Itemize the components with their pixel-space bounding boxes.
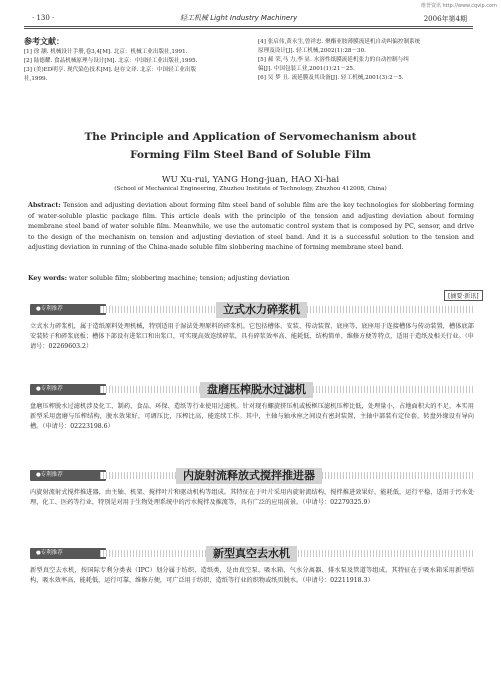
paper-title-line-2: Forming Film Steel Band of Soluble Film (130, 149, 371, 161)
header-rule (24, 28, 473, 29)
section-header (30, 546, 474, 562)
affiliation: (School of Mechanical Engineering, Zhuzhou Institute of Technology, Zhuzhou 412008, China) (114, 186, 387, 192)
keywords-text: water soluble film; slobbering machine; tension; adjusting deviation (69, 274, 290, 282)
section-header (30, 302, 474, 318)
section-header (30, 468, 474, 484)
references-left (24, 48, 249, 84)
keywords (28, 274, 474, 282)
section-body: 新型真空去水机，按国际专利分类表（IPC）划分属于纺织、造纸类，是由真空泵、吸水箱、气水分离器、排水泵及管道等组成。其特征在于吸水箱采用新型结构，吸水效率高，能耗低，运行可靠，维修方便，可广泛用于纺织、造纸等行业的织物或纸页脱水。（申请号：02211918.3） (30, 567, 474, 585)
section-header (30, 382, 474, 398)
reference-item: 偏[J]. 中国包装工业,2001(1):21－25. (258, 66, 355, 72)
issue-label: 2006年第4期 (423, 15, 467, 23)
references-heading: 参考文献： (24, 37, 64, 46)
section-body: 盘磨压榨脱水过滤机涉及化工、制药、食品、环保、造纸等行业使用过滤机。针对现有螺旋挤压机或板框压滤机压榨比低，处理量小，占地面积大的不足，本实用新型采用盘磨与压榨结构，脱水效果好，可调压比，压榨比高，能连续工作。其中，主轴与轴承座之间设有密封装置，主轴中部装有定位套，转盘外缘设有导向槽。（申请号：02223198.6） (30, 403, 474, 431)
section-body: 内旋射流射式搅拌推进器，由主轴、机架、搅拌叶片和驱动机构等组成。其特征在于叶片采用内旋射流结构，搅拌推进效果好，能耗低，运行平稳，适用于污水处理、化工、医药等行业，特别是对用于生物处理系统中的污水搅拌及推流等，具有广泛的应用前景。（申请号：02279325.9） (30, 489, 474, 507)
section-title: 盘磨压榨脱水过滤机 (200, 382, 313, 398)
section-tag: ●专利推荐 (30, 384, 106, 395)
reference-item: 社,1999. (24, 76, 48, 82)
reference-item: 原理及设计[J]. 轻工机械,2002(1):28－30. (258, 48, 366, 54)
reference-item: [6] 吴 梦 丑. 流延膜及其设备[J]. 轻工机械,2001(3):2－5. (258, 75, 404, 81)
references-right (258, 38, 478, 83)
section-tag: ●专利推荐 (30, 470, 106, 481)
section-body: 立式水力碎浆机，属于造纸原料处理机械，特别适用于湿法处理原料的碎浆机。它包括槽体、安装、传动装置、底座等，底座用于连接槽体与传动装置，槽体底部安装转子和碎浆底板；槽体下部设有进浆口和出浆口，可实现高效连续碎浆，具有碎浆效率高、能耗低、结构简单、维修方便等特点，适用于造纸及相关行业。（申请号：02269603.2） (30, 323, 474, 351)
watermark: 维普资讯 http://www.cqvip.com (420, 3, 497, 9)
reference-item: [4] 张启伟,黄永生,曾祥忠. 聚酯亚胺薄膜流延机自动纠偏控制系统 (258, 39, 421, 45)
section-title: 新型真空去水机 (206, 546, 297, 562)
authors: WU Xu-rui, YANG Hong-juan, HAO Xi-hai (161, 175, 340, 185)
section-title: 内旋射流释放式搅拌推进器 (176, 468, 322, 484)
section-tag: ●专利推荐 (30, 304, 106, 315)
page-number: · 130 · (32, 14, 55, 22)
section-title: 立式水力碎浆机 (216, 302, 307, 318)
column-tag: [摘要·新讯] (444, 290, 483, 301)
paper-title-line-1: The Principle and Application of Servomechanism about (84, 131, 417, 143)
reference-item: [5] 郝 荣,马 力,李 显. 水溶性纸膜流延机张力的自动控制与纠 (258, 57, 409, 63)
running-header (24, 12, 473, 27)
reference-item: [2] 陆德耀. 食品机械原理与设计[M]. 北京：中国轻工业出版社,1995. (24, 58, 198, 64)
reference-item: [1] 徐 灏. 机械设计手册,卷3,4[M]. 北京：机械工业出版社,1991. (24, 49, 188, 55)
abstract (28, 200, 474, 253)
abstract-text: Tension and adjusting deviation about forming film steel band of soluble film are the key technologies for slobbering forming of water-soluble plastic package film. This article deals with the principle of the tension and adjusting deviation about forming membrane steel band of water soluble film. Meanwhile, we use the automatic control system that is composed by PC, sensor, and drive to the design of the mechanism on tension and adjusting deviation of steel band. And it is a successful solution to the tension and adjusting deviation in running of the China-made soluble film slobbering machine of forming membrane steel band. (28, 201, 474, 252)
abstract-label: Abstract: (28, 201, 61, 209)
reference-item: [3] (美)ED明亨. 现代染色技术[M]. 赵存文译. 北京：中国轻工业出版 (24, 67, 197, 73)
section-tag: ●专利推荐 (30, 548, 106, 559)
journal-name: 轻工机械 Light Industry Machinery (180, 14, 298, 22)
keywords-label: Key words: (28, 274, 67, 282)
